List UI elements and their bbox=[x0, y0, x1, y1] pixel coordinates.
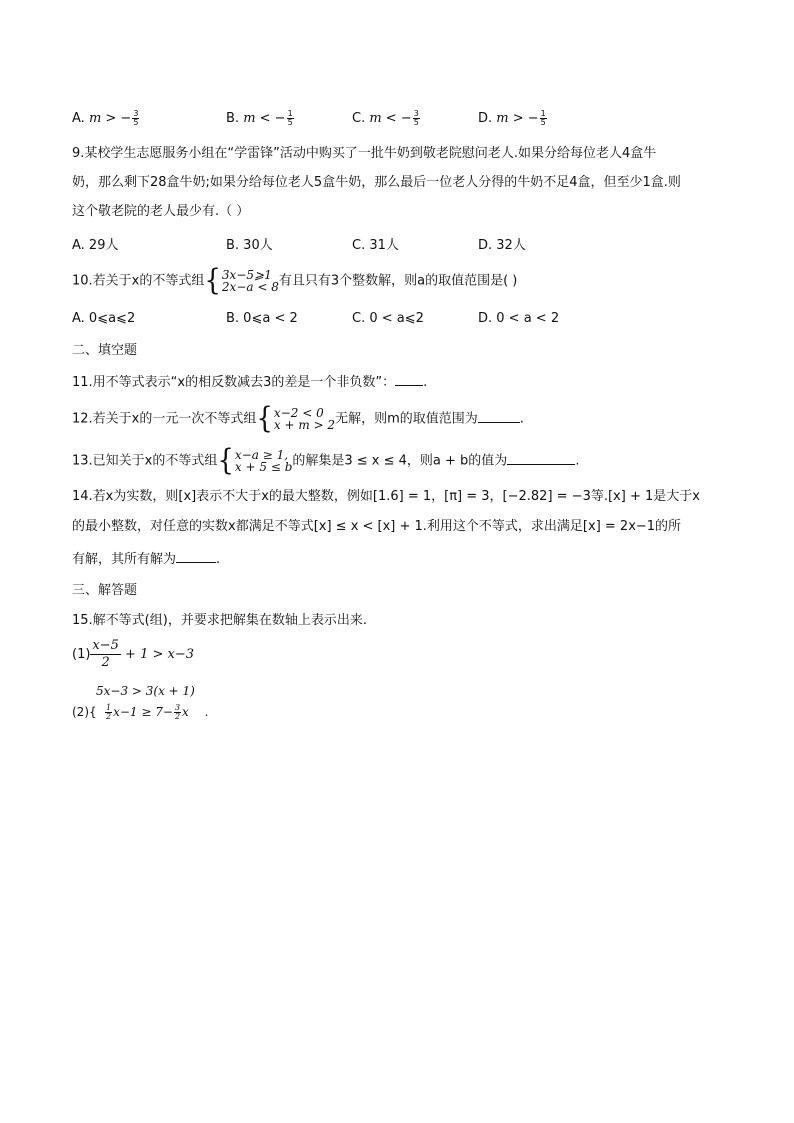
q8-option-a: A. m > − $\frac{3}{5}$ bbox=[72, 109, 139, 127]
q15-part-1 bbox=[72, 638, 194, 671]
q10-option-c: C. 0 < a⩽2 bbox=[352, 311, 424, 326]
q9-option-a: A. 29人 bbox=[72, 238, 119, 253]
q15-stem: 15.解不等式(组)，并要求把解集在数轴上表示出来. bbox=[72, 613, 367, 628]
q15-part-1-label: (1) bbox=[72, 647, 91, 662]
q10-prefix: 10.若关于x的不等式组 bbox=[72, 273, 205, 289]
q14-line-3-text: 有解，其所有解为 bbox=[72, 552, 177, 567]
q13-stem bbox=[72, 444, 580, 478]
q9-option-b: B. 30人 bbox=[226, 238, 273, 253]
q10-system: { 3x−5⩾1 2x−a < 8 bbox=[204, 264, 279, 298]
q11-end: . bbox=[423, 375, 428, 390]
q12-system-line-2: x + m > 2 bbox=[273, 418, 336, 432]
q8-option-d: D. m > − $\frac{1}{5}$ bbox=[478, 109, 546, 127]
q12-system: { x−2 < 0 x + m > 2 bbox=[256, 402, 336, 436]
q12-suffix: 无解，则m的取值范围为 bbox=[335, 411, 478, 427]
q12-prefix: 12.若关于x的一元一次不等式组 bbox=[72, 411, 257, 427]
q13-system-line-1: x−a ≥ 1, bbox=[234, 448, 289, 462]
q14-answer-blank[interactable] bbox=[176, 548, 216, 563]
q13-suffix: 的解集是3 ≤ x ≤ 4，则a + b的值为 bbox=[292, 453, 508, 469]
q15-part-2-line-1: 5x−3 > 3(x + 1) bbox=[96, 684, 195, 698]
q9-option-c: C. 31人 bbox=[352, 238, 399, 253]
q12-answer-blank[interactable] bbox=[478, 408, 520, 423]
q8-option-b: B. m < − $\frac{1}{5}$ bbox=[226, 109, 293, 127]
q13-system: { x−a ≥ 1, x + 5 ≤ b bbox=[217, 444, 293, 478]
q14-line-1: 14.若x为实数，则[x]表示不大于x的最大整数，例如[1.6] = 1，[π] = 3，[−2.82] = −3等.[x] + 1是大于x bbox=[72, 489, 700, 504]
q13-end: . bbox=[575, 453, 580, 469]
q13-system-line-2: x + 5 ≤ b bbox=[234, 460, 293, 474]
q9-option-d: D. 32人 bbox=[478, 238, 526, 253]
q10-option-b: B. 0⩽a < 2 bbox=[226, 311, 298, 326]
q12-stem bbox=[72, 402, 524, 436]
q15-part-2-line-2-pre: x−1 ≥ 7− bbox=[113, 705, 173, 719]
q15-part-1-rest: + 1 > x−3 bbox=[120, 647, 195, 662]
q10-option-a: A. 0⩽a⩽2 bbox=[72, 311, 136, 326]
section-heading-fill-in: 二、填空题 bbox=[72, 343, 138, 358]
q14-line-3 bbox=[72, 548, 220, 571]
q8-option-c: C. m < − $\frac{3}{5}$ bbox=[352, 109, 419, 127]
q10-suffix: 有且只有3个整数解，则a的取值范围是( ) bbox=[278, 273, 518, 289]
q10-system-line-2: 2x−a < 8 bbox=[221, 280, 279, 294]
q12-end: . bbox=[519, 411, 524, 427]
q15-part-1-denominator: 2 bbox=[101, 655, 110, 670]
q15-part-2-line-2-post: x bbox=[182, 705, 189, 719]
q14-line-2: 的最小整数，对任意的实数x都满足不等式[x] ≤ x < [x] + 1.利用这个不等式，求出满足[x] = 2x−1的所 bbox=[72, 519, 682, 534]
q11-answer-blank[interactable] bbox=[395, 371, 423, 386]
q15-part-2-line-2: $\frac{1}{2}$ x−1 ≥ 7− $\frac{3}{2}$ x . bbox=[106, 703, 209, 721]
q9-line-1: 9.某校学生志愿服务小组在“学雷锋”活动中购买了一批牛奶到敬老院慰问老人.如果分给每位老人4盒牛 bbox=[72, 146, 657, 161]
q13-prefix: 13.已知关于x的不等式组 bbox=[72, 453, 218, 469]
section-heading-solve: 三、解答题 bbox=[72, 583, 138, 598]
q10-system-line-1: 3x−5⩾1 bbox=[221, 268, 272, 282]
q9-line-3: 这个敬老院的老人最少有.（ ） bbox=[72, 204, 250, 219]
q15-part-2-label: (2){ bbox=[72, 705, 97, 719]
q10-option-d: D. 0 < a < 2 bbox=[478, 311, 560, 326]
q10-stem bbox=[72, 264, 518, 298]
q15-part-1-numerator: x−5 bbox=[92, 638, 119, 653]
q12-system-line-1: x−2 < 0 bbox=[273, 406, 324, 420]
q15-part-1-fraction bbox=[90, 638, 121, 671]
q13-answer-blank[interactable] bbox=[507, 450, 575, 465]
q14-end: . bbox=[216, 552, 221, 567]
q9-line-2: 奶，那么剩下28盒牛奶;如果分给每位老人5盒牛奶，那么最后一位老人分得的牛奶不足4盒，但至少1盒.则 bbox=[72, 175, 681, 190]
q11-stem bbox=[72, 371, 427, 394]
q11-text: 11.用不等式表示“x的相反数减去3的差是一个非负数”： bbox=[72, 375, 396, 390]
q15-part-2-end: . bbox=[204, 705, 209, 719]
